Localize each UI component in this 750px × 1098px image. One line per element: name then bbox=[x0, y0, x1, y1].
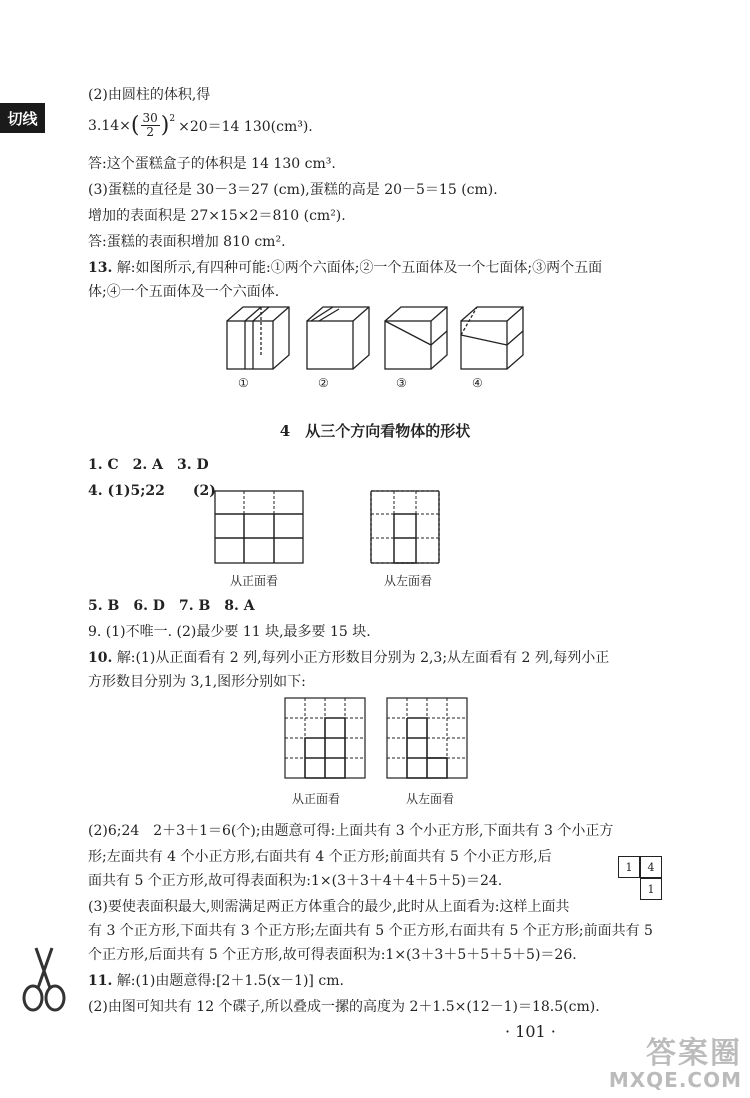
solution-line: 形;左面共有 4 个小正方形,右面共有 4 个正方形;前面共有 5 个小正方形,后 bbox=[88, 849, 552, 865]
cube-label: ① bbox=[238, 376, 249, 390]
top-view-grid bbox=[618, 856, 664, 902]
question-text: 体;④一个五面体及一个六面体. bbox=[88, 284, 280, 300]
formula-exponent: 2 bbox=[169, 114, 176, 124]
answers-5-8: 5. B 6. D 7. B 8. A bbox=[88, 598, 255, 614]
top-view-cell: 1 bbox=[640, 878, 662, 900]
top-view-cell: 4 bbox=[640, 856, 662, 878]
solution-line: 面共有 5 个正方形,故可得表面积为:1×(3＋3＋4＋4＋5＋5)＝24. bbox=[88, 873, 503, 889]
answer-4: 4. (1)5;22 (2) bbox=[88, 483, 216, 499]
formula-denominator: 2 bbox=[146, 125, 154, 139]
cube-1 bbox=[227, 307, 289, 369]
formula-suffix: ×20＝14 130(cm³). bbox=[178, 118, 313, 135]
top-view-cell: 1 bbox=[618, 856, 640, 878]
solution-line: (3)蛋糕的直径是 30－3＝27 (cm),蛋糕的高是 20－5＝15 (cm). bbox=[88, 182, 498, 198]
watermark-line2: MXQE.COM bbox=[608, 1068, 742, 1092]
watermark-line1: 答案圈 bbox=[646, 1036, 742, 1071]
q10-front-view-grid bbox=[284, 697, 366, 779]
question-number: 13. bbox=[88, 260, 113, 276]
q4-front-caption: 从正面看 bbox=[230, 574, 279, 588]
q10-left-view-grid bbox=[386, 697, 468, 779]
question-text: 解:(1)从正面看有 2 列,每列小正方形数目分别为 2,3;从左面看有 2 列,每列小正 bbox=[116, 650, 610, 666]
section-title: 4 从三个方向看物体的形状 bbox=[279, 422, 471, 440]
q4-front-view-grid bbox=[214, 490, 304, 564]
page-number: · 101 · bbox=[505, 1022, 556, 1041]
formula-numerator: 30 bbox=[142, 111, 158, 125]
cut-cubes-figure bbox=[225, 305, 525, 377]
question-number: 11. bbox=[88, 973, 113, 989]
cube-3 bbox=[385, 307, 447, 369]
question-text: 解:(1)由题意得:[2＋1.5(x－1)] cm. bbox=[116, 973, 344, 989]
formula-prefix: 3.14× bbox=[88, 117, 131, 134]
cube-2 bbox=[307, 307, 369, 369]
solution-line: (2)由图可知共有 12 个碟子,所以叠成一摞的高度为 2＋1.5×(12－1)＝18.5(cm). bbox=[88, 999, 600, 1015]
q4-left-view-grid bbox=[370, 490, 440, 564]
answers-1-3: 1. C 2. A 3. D bbox=[88, 457, 209, 473]
q4-left-caption: 从左面看 bbox=[384, 574, 433, 588]
question-number: 10. bbox=[88, 650, 113, 666]
solution-line: 有 3 个正方形,下面共有 3 个正方形;左面共有 5 个正方形,右面共有 5 个正方形;前面共有 5 bbox=[88, 923, 653, 939]
scissors-icon bbox=[14, 940, 74, 1015]
answer-9: 9. (1)不唯一. (2)最少要 11 块,最多要 15 块. bbox=[88, 624, 371, 640]
cube-4 bbox=[461, 307, 523, 369]
solution-line: (2)由圆柱的体积,得 bbox=[88, 87, 211, 103]
cube-label: ④ bbox=[472, 376, 483, 390]
q10-front-caption: 从正面看 bbox=[292, 792, 341, 806]
solution-line: 答:这个蛋糕盒子的体积是 14 130 cm³. bbox=[88, 156, 336, 172]
solution-line: 个正方形,后面共有 5 个正方形,故可得表面积为:1×(3＋3＋5＋5＋5＋5)＝26. bbox=[88, 947, 577, 963]
cut-line-label: 切线 bbox=[0, 103, 45, 133]
solution-line: 答:蛋糕的表面积增加 810 cm². bbox=[88, 234, 286, 250]
cube-label: ③ bbox=[396, 376, 407, 390]
watermark-logo bbox=[609, 1028, 742, 1092]
question-text: 方形数目分别为 3,1,图形分别如下: bbox=[88, 674, 306, 690]
solution-line: (3)要使表面积最大,则需满足两正方体重合的最少,此时从上面看为:这样上面共 bbox=[88, 899, 570, 915]
solution-line: (2)6;24 2＋3＋1＝6(个);由题意可得:上面共有 3 个小正方形,下面共有 3 个小正方 bbox=[88, 823, 614, 839]
volume-formula: 3.14× ( $\frac{30}{2}$ ) $^2$ ×20＝14 130(cm³). bbox=[88, 111, 313, 139]
q10-left-caption: 从左面看 bbox=[406, 792, 455, 806]
cube-label: ② bbox=[318, 376, 329, 390]
question-text: 解:如图所示,有四种可能:①两个六面体;②一个五面体及一个七面体;③两个五面 bbox=[116, 260, 603, 276]
solution-line: 增加的表面积是 27×15×2＝810 (cm²). bbox=[88, 208, 346, 224]
